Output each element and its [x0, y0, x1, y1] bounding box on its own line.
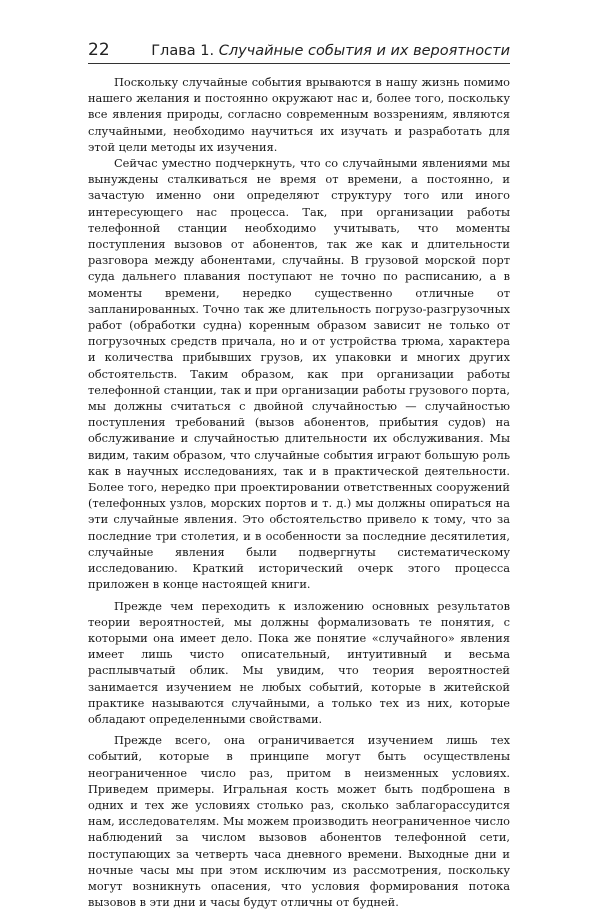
page-number: 22: [88, 40, 110, 60]
running-header: [88, 40, 510, 62]
paragraph: Прежде чем переходить к изложению основных результатов теории вероятностей, мы должны формализовать те понятия, с которыми она имеет дело. Пока же понятие «случайного» явления имеет лишь чисто описательный, интуитивный и весьма расплывчатый облик. Мы увидим, что теория вероятностей занимается изучением не любых событий, которые в житейской практике называются случайными, а только тех из них, которые обладают определенными свойствами.: [88, 598, 510, 726]
paragraph: Поскольку случайные события врываются в нашу жизнь помимо нашего желания и постоянно окружают нас и, более того, поскольку все явления природы, согласно современным воззрениям, являются случайными, необходимо научиться их изучать и разработать для этой цели методы их изучения.: [88, 75, 510, 154]
chapter-prefix: Глава 1.: [151, 43, 215, 59]
page-body: [88, 74, 510, 910]
chapter-title: Случайные события и их вероятности: [218, 43, 510, 59]
paragraph: Прежде всего, она ограничивается изучением лишь тех событий, которые в принципе могут быть осуществлены неограниченное число раз, притом в неизменных условиях. Приведем примеры. Игральная кость может быть подброшена в одних и тех же условиях столько раз, сколько заблагорассудится нам, исследователям. Мы можем производить неограниченное число наблюдений за числом вызовов абонентов телефонной сети, поступающих за четверть часа дневного времени. Выходные дни и ночные часы мы при этом исключим из рассмотрения, поскольку могут возникнуть опасения, что условия формирования потока вызовов в эти дни и часы будут отличны от будней.: [88, 733, 510, 910]
chapter-heading: [151, 43, 510, 59]
header-rule: [88, 63, 510, 64]
paragraph: Сейчас уместно подчеркнуть, что со случайными явлениями мы вынуждены сталкиваться не время от времени, а постоянно, и зачастую именно они определяют структуру того или иного интересующего нас процесса. Так, при организации работы телефонной станции необходимо учитывать, что моменты поступления вызовов от абонентов, так же как и длительности разговора между абонентами, случайны. В грузовой морской порт суда дальнего плавания поступают не точно по расписанию, а в моменты времени, нередко существенно отличные от запланированных. Точно так же длительность погрузо-разгрузочных работ (обработки судна) коренным образом зависит не только от погрузочных средств причала, но и от устройства трюма, характера и количества прибывших грузов, их упаковки и многих других обстоятельств. Таким образом, как при организации работы телефонной станции, так и при организации работы грузового порта, мы должны считаться с двойной случайностью — случайностью поступления требований (вызов абонентов, прибытия судов) на обслуживание и случайностью длительности их обслуживания. Мы видим, таким образом, что случайные события играют большую роль как в научных исследованиях, так и в практической деятельности. Более того, нередко при проектировании ответственных сооружений (телефонных узлов, морских портов и т. д.) мы должны опираться на эти случайные явления. Это обстоятельство привело к тому, что за последние три столетия, и в особенности за последние десятилетия, случайные явления были подвергнуты систематическому исследованию. Краткий исторический очерк этого процесса приложен в конце настоящей книги.: [88, 156, 510, 592]
